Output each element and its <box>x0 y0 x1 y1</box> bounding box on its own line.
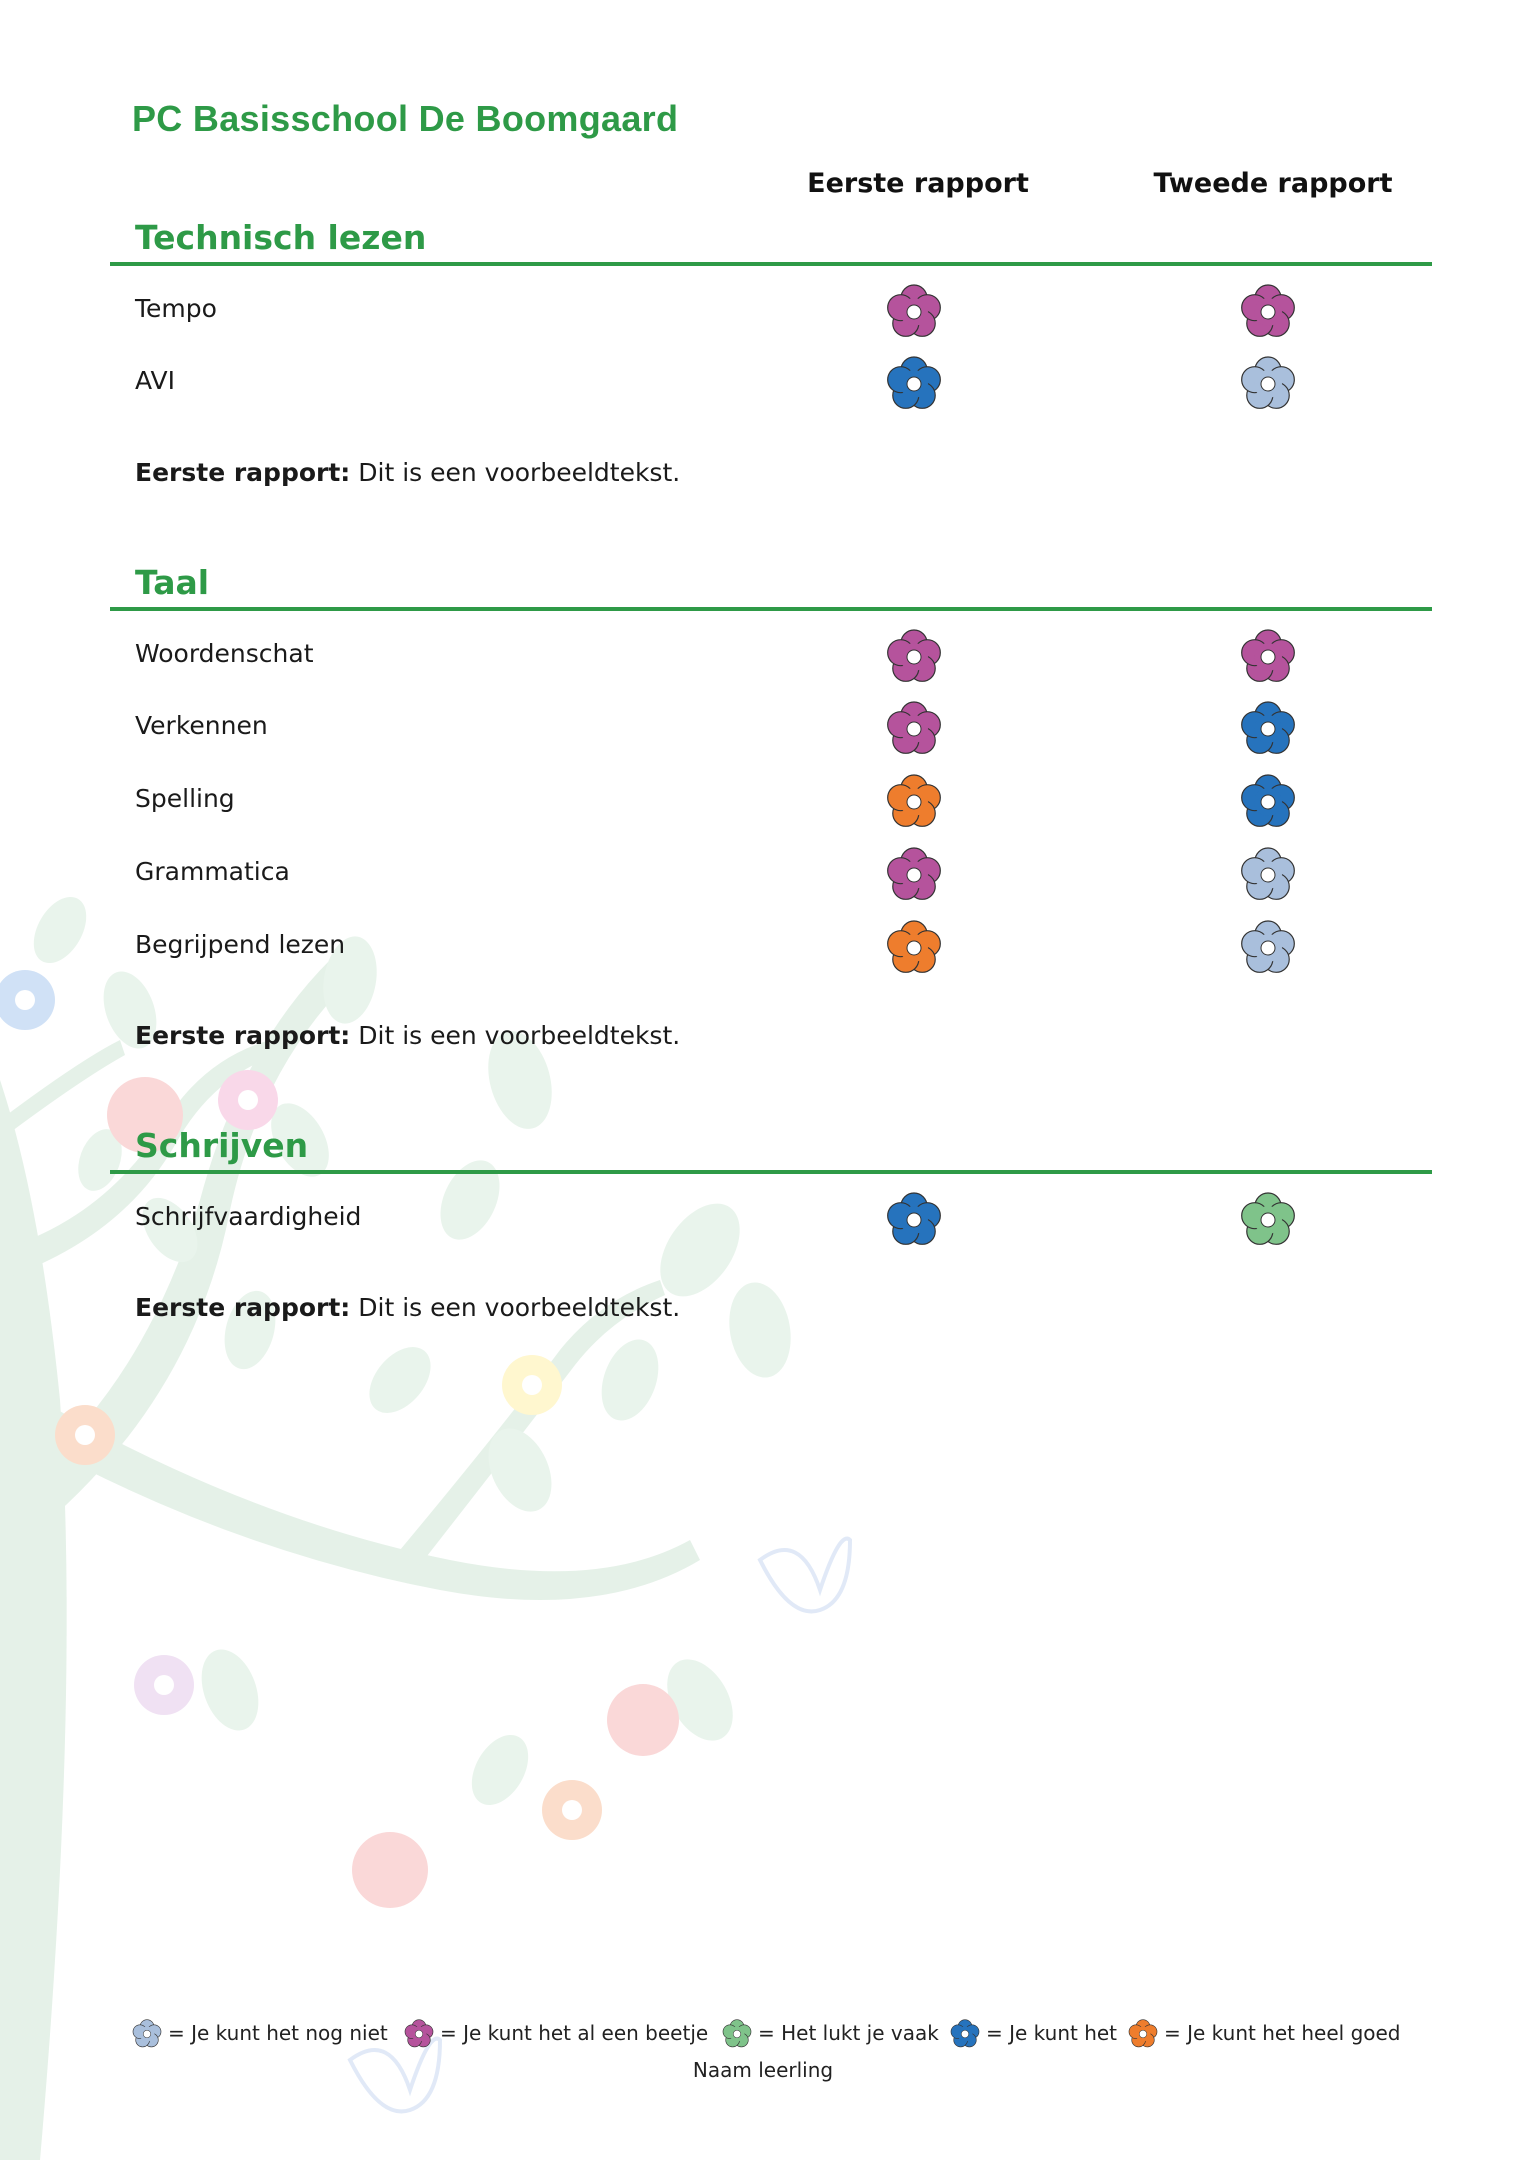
section-title: Schrijven <box>135 1126 309 1165</box>
subject-row <box>135 352 1435 412</box>
section-divider <box>110 1170 1432 1174</box>
flower-icon <box>882 770 946 834</box>
flower-icon <box>882 916 946 980</box>
report-note <box>135 458 680 487</box>
subject-label: Tempo <box>135 294 217 323</box>
note-text: Dit is een voorbeeldtekst. <box>358 1293 681 1322</box>
subject-row <box>135 697 1435 757</box>
subject-row <box>135 1188 1435 1248</box>
note-text: Dit is een voorbeeldtekst. <box>358 458 681 487</box>
legend-text: = Je kunt het nog niet <box>168 2021 388 2045</box>
flower-icon <box>402 2017 436 2051</box>
flower-icon <box>130 2017 164 2051</box>
school-name: PC Basisschool De Boomgaard <box>132 98 679 139</box>
subject-label: Spelling <box>135 784 235 813</box>
subject-row <box>135 625 1435 685</box>
note-text: Dit is een voorbeeldtekst. <box>358 1021 681 1050</box>
flower-icon <box>720 2017 754 2051</box>
note-label: Eerste rapport: <box>135 1293 351 1322</box>
flower-icon <box>948 2017 982 2051</box>
flower-icon <box>1236 280 1300 344</box>
subject-row <box>135 916 1435 976</box>
flower-icon <box>1236 770 1300 834</box>
flower-icon <box>882 352 946 416</box>
flower-icon <box>1236 625 1300 689</box>
legend-text: = Je kunt het al een beetje <box>440 2021 709 2045</box>
legend-text: = Je kunt het <box>986 2021 1118 2045</box>
note-label: Eerste rapport: <box>135 458 351 487</box>
flower-icon <box>882 843 946 907</box>
subject-row <box>135 770 1435 830</box>
column-header-second-report: Tweede rapport <box>1153 168 1393 199</box>
legend-text: = Je kunt het heel goed <box>1164 2021 1401 2045</box>
subject-row <box>135 280 1435 340</box>
flower-icon <box>1236 843 1300 907</box>
note-label: Eerste rapport: <box>135 1021 351 1050</box>
subject-label: Verkennen <box>135 711 268 740</box>
subject-label: Schrijfvaardigheid <box>135 1202 362 1231</box>
section-divider <box>110 262 1432 266</box>
legend <box>130 2015 1430 2055</box>
subject-row <box>135 843 1435 903</box>
subject-label: Begrijpend lezen <box>135 930 346 959</box>
subject-label: Woordenschat <box>135 639 314 668</box>
flower-icon <box>882 280 946 344</box>
flower-icon <box>1236 697 1300 761</box>
report-note <box>135 1293 680 1322</box>
report-note <box>135 1021 680 1050</box>
section-divider <box>110 607 1432 611</box>
column-header-first-report: Eerste rapport <box>807 168 1029 199</box>
subject-label: Grammatica <box>135 857 290 886</box>
legend-text: = Het lukt je vaak <box>758 2021 939 2045</box>
flower-icon <box>1126 2017 1160 2051</box>
section-title: Technisch lezen <box>135 218 427 257</box>
flower-icon <box>1236 352 1300 416</box>
student-name-label: Naam leerling <box>692 2058 834 2082</box>
flower-icon <box>882 1188 946 1252</box>
subject-label: AVI <box>135 366 175 395</box>
flower-icon <box>882 697 946 761</box>
flower-icon <box>1236 1188 1300 1252</box>
flower-icon <box>1236 916 1300 980</box>
section-title: Taal <box>135 563 210 602</box>
flower-icon <box>882 625 946 689</box>
